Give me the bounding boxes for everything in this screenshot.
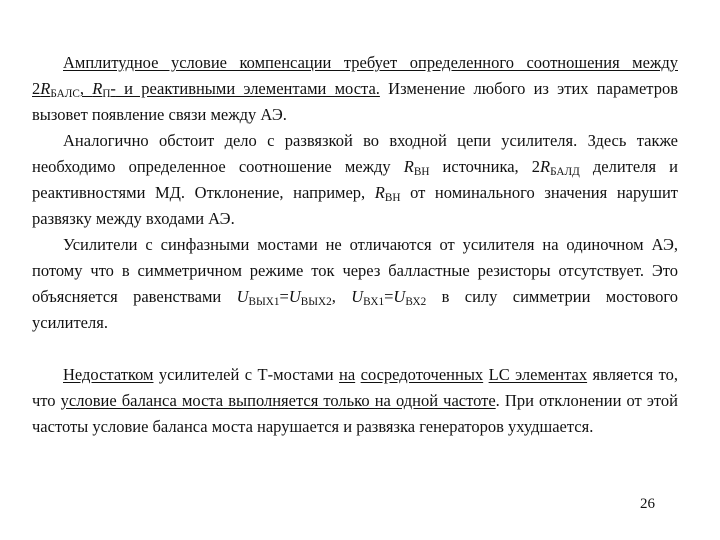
paragraph-input-decoupling: Аналогично обстоит дело с развязкой во входной цепи усилителя. Здесь также необходимо определенное соотношение между $R_{ВН}$ источника, $2R_{БАЛД}$ делителя и реактивностями МД. Отклонение, например, $R_{ВН}$ от номинального значения нарушит развязку между входами АЭ.	[32, 131, 679, 228]
page-number: 26	[640, 496, 655, 512]
paragraph-t-bridges: Недостатком усилителей с Т-мостами на сосредоточенных LC элементах является то, что условие баланса моста выполняется только на одной частоте. При отклонении от этой частоты условие баланса моста нарушается и развязка генераторов ухудшается.	[32, 365, 679, 436]
underlined-sentence: Амплитудное условие компенсации требует определенного соотношения между $2R_{БАЛС}$, $R_П-$ и реактивными элементами моста.	[32, 53, 678, 100]
paragraph-inphase-bridges: Усилители с синфазными мостами не отличаются от усилителя на одиночном АЭ, потому что в симметричном режиме ток через балластные резисторы отсутствует. Это объясняется равенствами $U_{ВЫХ1}=U_{ВЫХ2}$, $U_{ВХ1}=U_{ВХ2}$ в силу симметрии мостового усилителя.	[32, 235, 679, 332]
text-body	[32, 50, 678, 440]
paragraph-gap	[32, 336, 678, 362]
paragraph-compensation: Амплитудное условие компенсации требует определенного соотношения между $2R_{БАЛС}$, $R_П-$ и реактивными элементами моста. Изменение любого из этих параметров вызовет появление связи между АЭ.	[32, 53, 678, 124]
